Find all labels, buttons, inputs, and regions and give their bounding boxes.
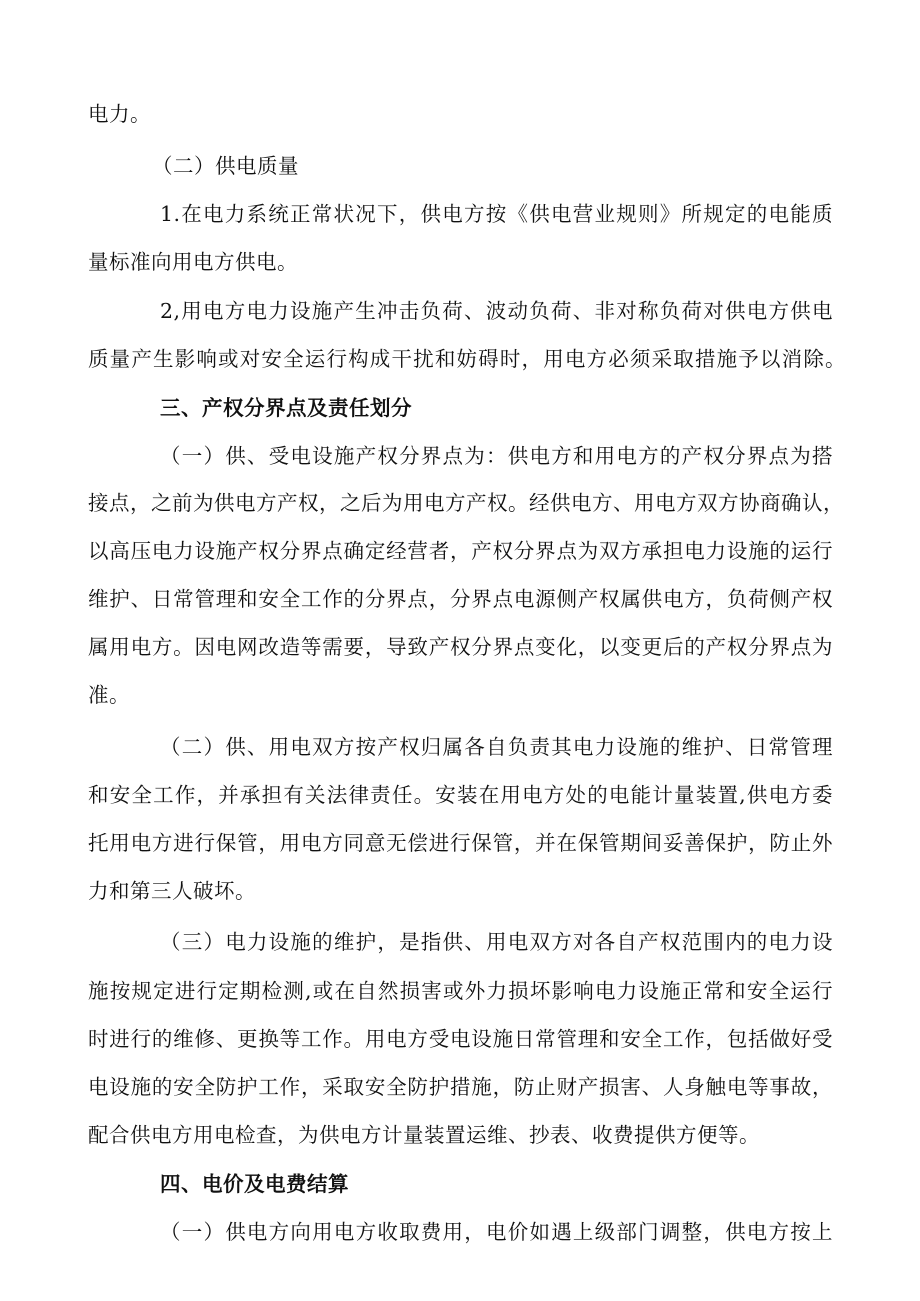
text-line: 施按规定进行定期检测,或在自然损害或外力损坏影响电力设施正常和安全运行 — [88, 979, 833, 1003]
section-heading: 四、电价及电费结算 — [160, 1172, 349, 1196]
text-line: 力和第三人破坏。 — [88, 879, 256, 903]
text-line: （三）电力设施的维护，是指供、用电双方对各自产权范围内的电力设 — [160, 930, 833, 954]
text-line: （一）供电方向用电方收取费用，电价如遇上级部门调整，供电方按上 — [160, 1220, 833, 1244]
subsection-heading: （二）供电质量 — [152, 154, 299, 178]
text-line: 和安全工作，并承担有关法律责任。安装在用电方处的电能计量装置,供电方委 — [88, 783, 833, 807]
text-line: （二）供、用电双方按产权归属各自负责其电力设施的维护、日常管理 — [160, 735, 833, 759]
text-line: 1.在电力系统正常状况下，供电方按《供电营业规则》所规定的电能质 — [160, 202, 833, 226]
text-line: 接点，之前为供电方产权，之后为用电方产权。经供电方、用电方双方协商确认， — [88, 491, 844, 515]
text-line: 电设施的安全防护工作，采取安全防护措施，防止财产损害、人身触电等事故， — [88, 1075, 833, 1099]
text-line: 时进行的维修、更换等工作。用电方受电设施日常管理和安全工作，包括做好受 — [88, 1027, 833, 1051]
text-line: 配合供电方用电检查，为供电方计量装置运维、抄表、收费提供方便等。 — [88, 1123, 760, 1147]
text-line: 以高压电力设施产权分界点确定经营者，产权分界点为双方承担电力设施的运行 — [88, 539, 833, 563]
text-line: 2,用电方电力设施产生冲击负荷、波动负荷、非对称负荷对供电方供电 — [160, 299, 833, 323]
text-line: 属用电方。因电网改造等需要，导致产权分界点变化，以变更后的产权分界点为 — [88, 635, 833, 659]
text-line: 电力。 — [88, 102, 151, 126]
text-line: 托用电方进行保管，用电方同意无偿进行保管，并在保管期间妥善保护，防止外 — [88, 831, 833, 855]
text-line: 准。 — [88, 683, 130, 707]
section-heading: 三、产权分界点及责任划分 — [160, 396, 412, 420]
text-line: 维护、日常管理和安全工作的分界点，分界点电源侧产权属供电方，负荷侧产权 — [88, 587, 833, 611]
text-line: 量标准向用电方供电。 — [88, 250, 298, 274]
text-line: 质量产生影响或对安全运行构成干扰和妨碍时，用电方必须采取措施予以消除。 — [88, 347, 846, 371]
text-line: （一）供、受电设施产权分界点为：供电方和用电方的产权分界点为搭 — [160, 444, 833, 468]
